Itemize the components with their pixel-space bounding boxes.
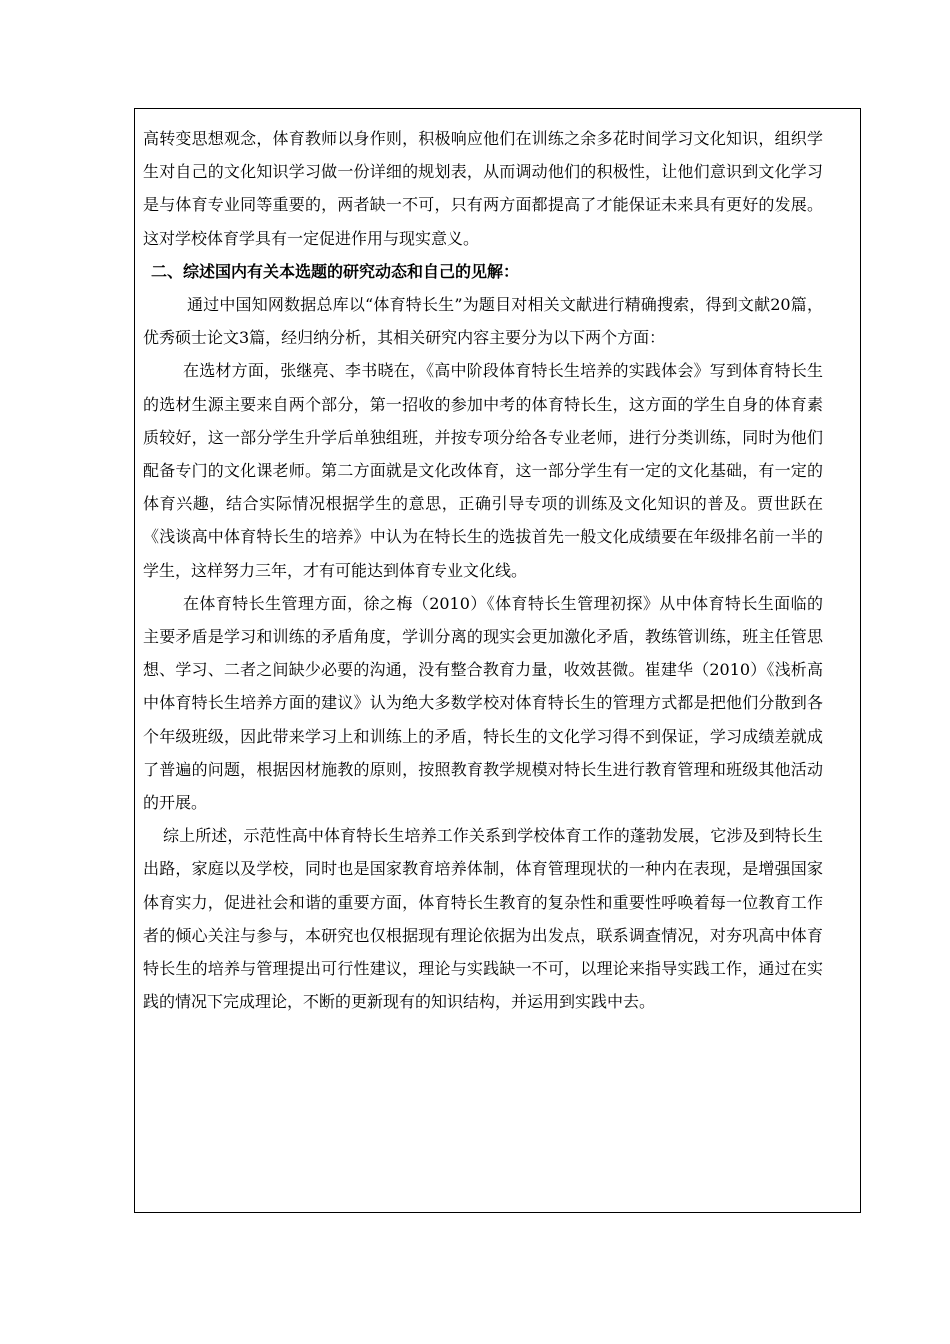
document-body (143, 122, 823, 1018)
paragraph-continuation: 高转变思想观念，体育教师以身作则，积极响应他们在训练之余多花时间学习文化知识，组织学生对自己的文化知识学习做一份详细的规划表，从而调动他们的积极性，让他们意识到文化学习是与体育专业同等重要的，两者缺一不可，只有两方面都提高了才能保证未来具有更好的发展。这对学校体育学具有一定促进作用与现实意义。 (143, 129, 823, 248)
paragraph-literature-search: 通过中国知网数据总库以“体育特长生”为题目对相关文献进行精确搜索，得到文献20篇，优秀硕士论文3篇，经归纳分析，其相关研究内容主要分为以下两个方面： (143, 295, 823, 348)
paragraph-selection: 在选材方面，张继亮、李书晓在，《高中阶段体育特长生培养的实践体会》写到体育特长生的选材生源主要来自两个部分，第一招收的参加中考的体育特长生，这方面的学生自身的体育素质较好，这一部分学生升学后单独组班，并按专项分给各专业老师，进行分类训练，同时为他们配备专门的文化课老师。第二方面就是文化改体育，这一部分学生有一定的文化基础，有一定的体育兴趣，结合实际情况根据学生的意思，正确引导专项的训练及文化知识的普及。贾世跃在《浅谈高中体育特长生的培养》中认为在特长生的选拔首先一般文化成绩要在年级排名前一半的学生，这样努力三年，才有可能达到体育专业文化线。 (143, 361, 823, 580)
section-heading: 二、综述国内有关本选题的研究动态和自己的见解： (151, 261, 520, 281)
paragraph-management: 在体育特长生管理方面，徐之梅（2010）《体育特长生管理初探》从中体育特长生面临的主要矛盾是学习和训练的矛盾角度，学训分离的现实会更加激化矛盾，教练管训练，班主任管思想、学习、二者之间缺少必要的沟通，没有整合教育力量，收效甚微。崔建华（2010）《浅析高中体育特长生培养方面的建议》认为绝大多数学校对体育特长生的管理方式都是把他们分散到各个年级班级，因此带来学习上和训练上的矛盾，特长生的文化学习得不到保证，学习成绩差就成了普遍的问题，根据因材施教的原则，按照教育教学规模对特长生进行教育管理和班级其他活动的开展。 (143, 593, 823, 813)
paragraph-summary: 综上所述，示范性高中体育特长生培养工作关系到学校体育工作的蓬勃发展，它涉及到特长生出路，家庭以及学校，同时也是国家教育培养体制，体育管理现状的一种内在表现，是增强国家体育实力，促进社会和谐的重要方面，体育特长生教育的复杂性和重要性呼唤着每一位教育工作者的倾心关注与参与，本研究也仅根据现有理论依据为出发点，联系调查情况，对夯巩高中体育特长生的培养与管理提出可行性建议，理论与实践缺一不可，以理论来指导实践工作，通过在实践的情况下完成理论，不断的更新现有的知识结构，并运用到实践中去。 (143, 826, 823, 1012)
